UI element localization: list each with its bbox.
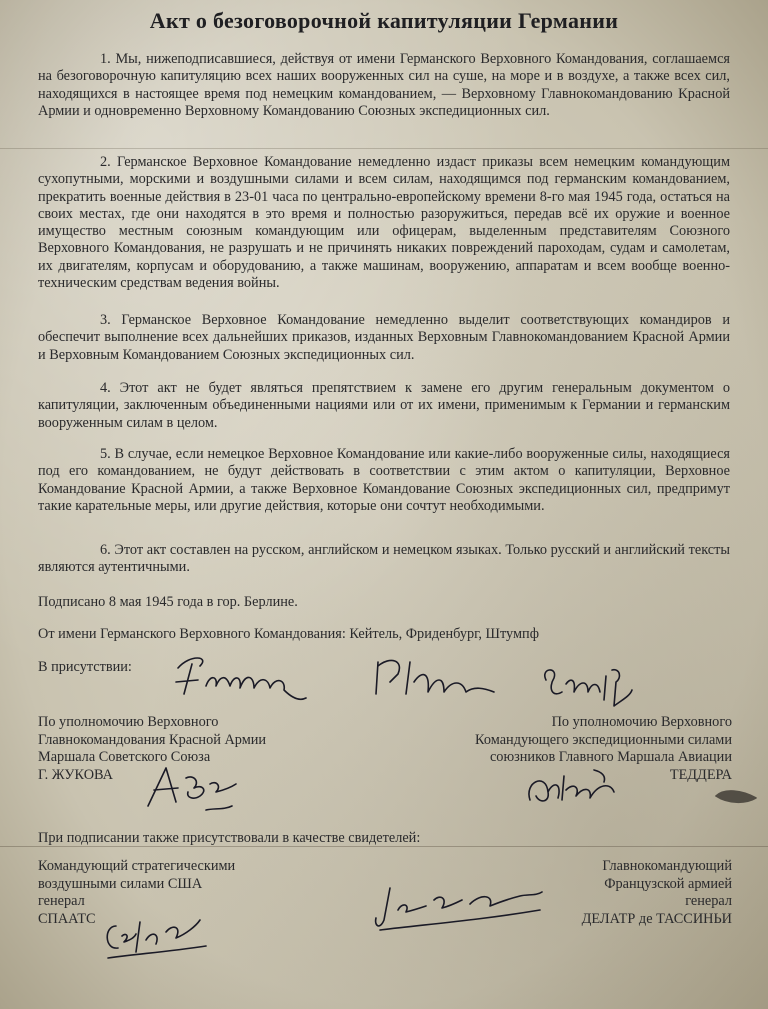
signature-de-lattre xyxy=(370,880,550,936)
signature-tedder xyxy=(518,762,628,812)
allied-authority-block: По уполномочию Верховного Командующего экспедиционными силами союзников Главного Маршала Авиации ТЕДДЕРА xyxy=(475,714,732,783)
paragraph-5: 5. В случае, если немецкое Верховное Командование или какие-либо вооруженные силы, находящиеся под его командованием, не будут действовать в соответствии с этим актом о капитуляции, Верховное Командование Красной Армии, а также Верховное Командование Союзных экспедиционных сил, предпримут такие карательные меры, или другие действия, которые они сочтут необходимыми. xyxy=(38,446,730,514)
soviet-authority-block: По уполномочию Верховного Главнокомандования Красной Армии Маршала Советского Союза Г. ЖУКОВА xyxy=(38,714,267,783)
presence-label: В присутствии: xyxy=(38,659,132,675)
paragraph-4: 4. Этот акт не будет являться препятствием к замене его другим генеральным документом о капитуляции, заключенным объединенными нациями или от их имени, применимым к Германии и германским вооруженным силам в целом. xyxy=(38,380,730,431)
paragraph-2: 2. Германское Верховное Командование немедленно издаст приказы всем немецким командующим сухопутными, морскими и воздушными силами и всем силам, находящимся под германским командованием, прекратить военные действия в 23-01 часа по центрально-европейскому времени 8-го мая 1945 года, остаться на своих местах, где они находятся в это время и полностью разоружиться, передав всё их оружие и военное имущество местным союзным командующим или офицерам, выделенным представителям Союзного Верховного Командования, не разрушать и не причинять никаких повреждений пароходам, судам и самолетам, их двигателям, корпусам и оборудованию, а также машинам, вооружению, аппаратам и всем вообще военно-техническим средствам ведения войны. xyxy=(38,154,730,292)
signature-keitel xyxy=(370,652,500,702)
signature-zhukov xyxy=(136,758,246,818)
document-title: Акт о безоговорочной капитуляции Германии xyxy=(149,8,619,33)
paragraph-3: 3. Германское Верховное Командование немедленно выделит соответствующих командиров и обеспечит выполнение всех дальнейших приказов, изданных Верховным Главнокомандованием Красной Армии и Верховным Командованием Союзных экспедиционных сил. xyxy=(38,312,730,363)
paragraph-1: 1. Мы, нижеподписавшиеся, действуя от имени Германского Верховного Командования, соглашаемся на безоговорочную капитуляцию всех наших вооруженных сил на суше, на море и в воздухе, а также всех сил, находящихся в настоящее время под немецким командованием, — Верховному Главнокомандованию Красной Армии и одновременно Верховному Командованию Союзных экспедиционных сил. xyxy=(38,51,730,119)
signature-stumpff xyxy=(536,660,636,710)
signature-friedeburg xyxy=(170,646,320,706)
stamp-smudge xyxy=(712,784,760,808)
paragraph-6: 6. Этот акт составлен на русском, английском и немецком языках. Только русский и английский тексты являются аутентичными. xyxy=(38,542,730,576)
witness-label: При подписании также присутствовали в качестве свидетелей: xyxy=(38,830,421,846)
french-witness-block: Главнокомандующий Французской армией генерал ДЕЛАТР де ТАССИНЬИ xyxy=(581,858,732,927)
signature-spaatz xyxy=(96,906,216,966)
german-signatories-line: От имени Германского Верховного Командования: Кейтель, Фриденбург, Штумпф xyxy=(38,626,539,642)
us-witness-block: Командующий стратегическими воздушными силами США генерал СПААТС xyxy=(38,858,236,927)
signed-date-line: Подписано 8 мая 1945 года в гор. Берлине. xyxy=(38,594,298,610)
paper-fold-line xyxy=(0,148,768,149)
